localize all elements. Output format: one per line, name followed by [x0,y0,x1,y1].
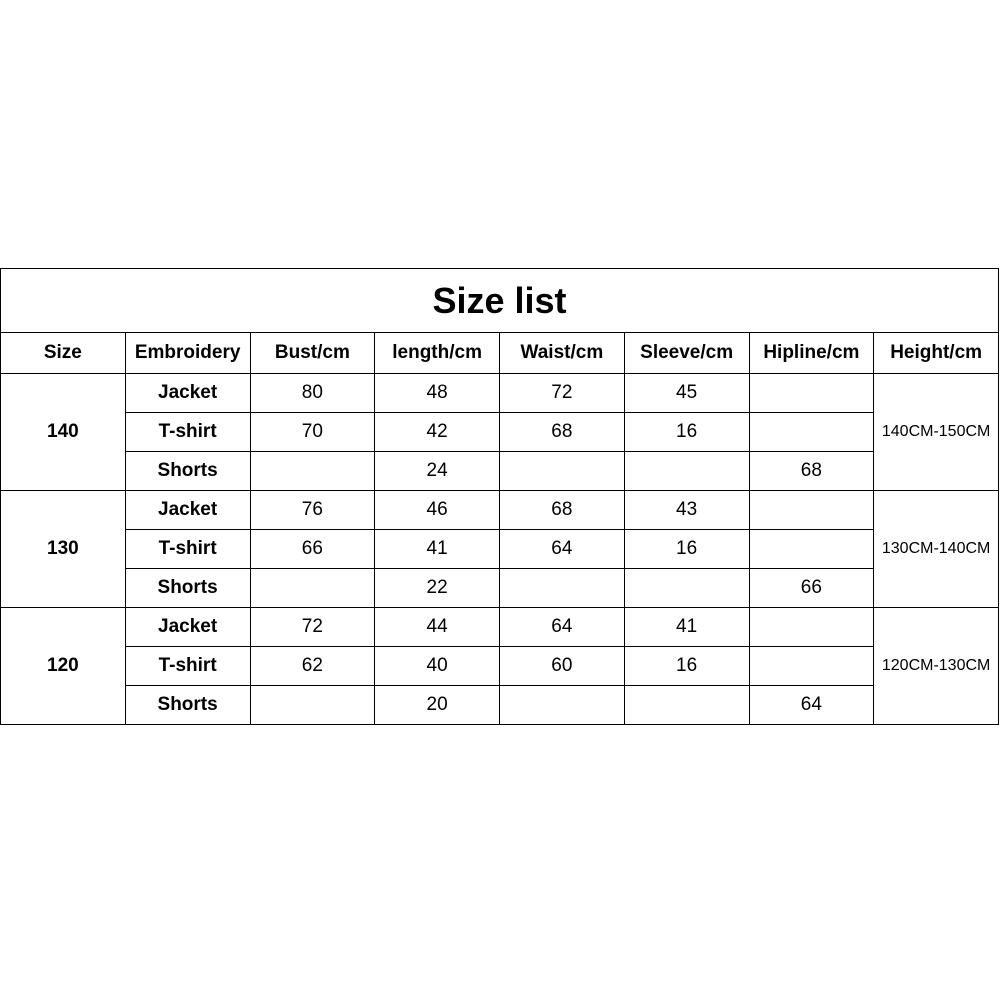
bust-cell: 72 [250,608,375,647]
hipline-cell: 64 [749,686,874,725]
hipline-cell: 68 [749,452,874,491]
sleeve-cell [624,569,749,608]
bust-cell: 76 [250,491,375,530]
header-length: length/cm [375,333,500,374]
hipline-cell: 66 [749,569,874,608]
item-cell: T-shirt [125,530,250,569]
height-cell: 140CM-150CM [874,374,999,491]
sleeve-cell: 43 [624,491,749,530]
bust-cell [250,569,375,608]
sleeve-cell: 45 [624,374,749,413]
size-table [0,268,999,725]
length-cell: 42 [375,413,500,452]
table-title: Size list [1,269,999,333]
hipline-cell [749,374,874,413]
item-cell: Shorts [125,452,250,491]
header-embroidery: Embroidery [125,333,250,374]
header-sleeve: Sleeve/cm [624,333,749,374]
header-row [1,333,999,374]
hipline-cell [749,530,874,569]
header-hipline: Hipline/cm [749,333,874,374]
table-row [1,608,999,647]
length-cell: 22 [375,569,500,608]
header-bust: Bust/cm [250,333,375,374]
waist-cell: 64 [500,608,625,647]
item-cell: Jacket [125,374,250,413]
length-cell: 24 [375,452,500,491]
height-cell: 130CM-140CM [874,491,999,608]
sleeve-cell: 16 [624,413,749,452]
waist-cell: 68 [500,413,625,452]
size-cell: 130 [1,491,126,608]
bust-cell: 80 [250,374,375,413]
header-size: Size [1,333,126,374]
table-row [1,413,999,452]
length-cell: 40 [375,647,500,686]
waist-cell: 60 [500,647,625,686]
length-cell: 48 [375,374,500,413]
waist-cell: 72 [500,374,625,413]
waist-cell: 64 [500,530,625,569]
length-cell: 41 [375,530,500,569]
waist-cell [500,452,625,491]
hipline-cell [749,491,874,530]
waist-cell: 68 [500,491,625,530]
table-row [1,452,999,491]
item-cell: Shorts [125,569,250,608]
item-cell: T-shirt [125,647,250,686]
title-row [1,269,999,333]
hipline-cell [749,413,874,452]
item-cell: Shorts [125,686,250,725]
item-cell: Jacket [125,491,250,530]
bust-cell: 66 [250,530,375,569]
length-cell: 20 [375,686,500,725]
table-row [1,491,999,530]
size-cell: 140 [1,374,126,491]
sleeve-cell [624,452,749,491]
waist-cell [500,686,625,725]
table-row [1,686,999,725]
sleeve-cell: 41 [624,608,749,647]
table-row [1,569,999,608]
bust-cell: 70 [250,413,375,452]
table-row [1,647,999,686]
height-cell: 120CM-130CM [874,608,999,725]
length-cell: 44 [375,608,500,647]
item-cell: Jacket [125,608,250,647]
table-row [1,374,999,413]
hipline-cell [749,647,874,686]
sleeve-cell: 16 [624,647,749,686]
bust-cell [250,686,375,725]
sleeve-cell [624,686,749,725]
waist-cell [500,569,625,608]
table-row [1,530,999,569]
length-cell: 46 [375,491,500,530]
item-cell: T-shirt [125,413,250,452]
header-waist: Waist/cm [500,333,625,374]
bust-cell [250,452,375,491]
bust-cell: 62 [250,647,375,686]
sleeve-cell: 16 [624,530,749,569]
header-height: Height/cm [874,333,999,374]
hipline-cell [749,608,874,647]
size-cell: 120 [1,608,126,725]
